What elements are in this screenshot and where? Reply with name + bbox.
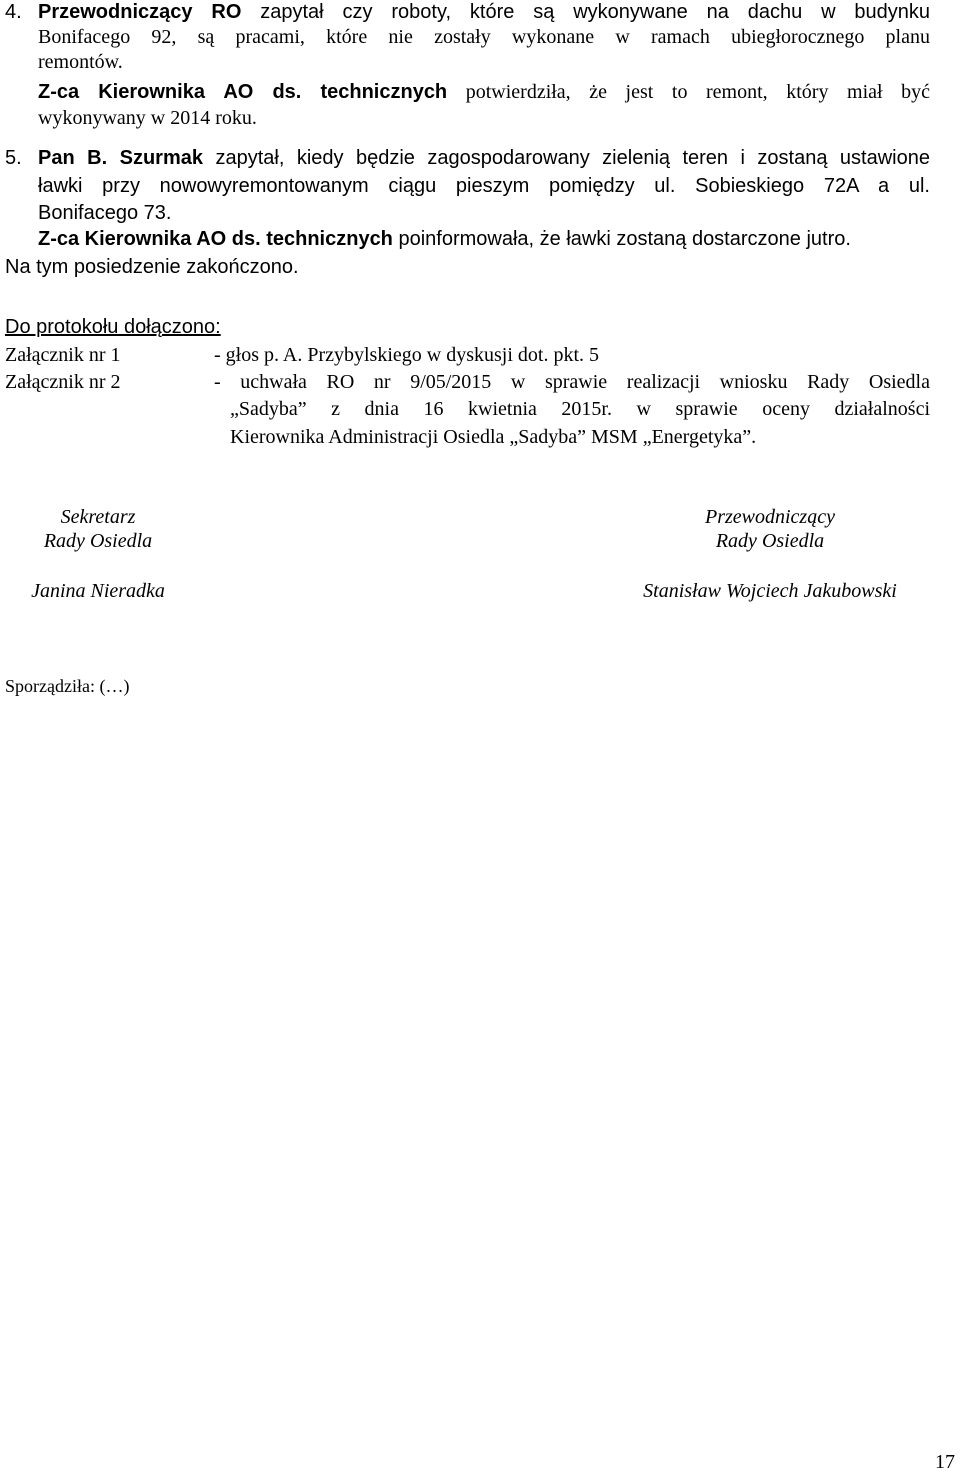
signature-right	[620, 505, 920, 603]
line-text: poinformowała, że ławki zostaną dostarczone jutro.	[392, 228, 851, 250]
signature-role: Sekretarz	[60, 506, 136, 528]
attachment-description: Kierownika Administracji Osiedla „Sadyba” MSM „Energetyka”.	[230, 426, 757, 448]
item-4-line-1	[38, 0, 930, 24]
item-4-line-5	[38, 106, 930, 130]
line-text: zapytał czy roboty, które są wykonywane na dachu w budynku	[241, 1, 930, 23]
line-text: ławki przy nowowyremontowanym ciągu pieszym pomiędzy ul. Sobieskiego 72A a ul.	[38, 175, 930, 197]
item-5-line-4	[38, 227, 930, 251]
prepared-by: Sporządziła: (…)	[5, 676, 130, 696]
item-4-line-3	[38, 50, 930, 74]
line-text: Bonifacego 92, są pracami, które nie zostały wykonane w ramach ubiegłorocznego planu	[38, 26, 930, 48]
signature-role: Przewodniczący	[705, 506, 835, 528]
page-number: 17	[935, 1451, 955, 1473]
line-text: zapytał, kiedy będzie zagospodarowany zielenią teren i zostaną ustawione	[202, 147, 930, 169]
line-text: remontów.	[38, 51, 123, 73]
closing-statement: Na tym posiedzenie zakończono.	[5, 256, 299, 278]
item-5-line-2	[38, 174, 930, 198]
item-number: 4.	[5, 1, 22, 23]
attachment-label: Załącznik nr 1	[5, 344, 121, 366]
attachments-heading: Do protokołu dołączono:	[5, 316, 221, 338]
item-4-line-4	[38, 80, 930, 104]
signature-body: Rady Osiedla	[43, 530, 153, 552]
speaker: Pan B. Szurmak	[38, 147, 203, 169]
line-text: potwierdziła, że jest to remont, który miał być	[447, 81, 930, 103]
signature-name: Stanisław Wojciech Jakubowski	[643, 580, 897, 602]
signature-body: Rady Osiedla	[715, 530, 825, 552]
signature-name: Janina Nieradka	[31, 580, 165, 602]
item-5-line-3	[38, 201, 930, 225]
attachment-description: „Sadyba” z dnia 16 kwietnia 2015r. w sprawie oceny działalności	[230, 398, 930, 420]
line-text: wykonywany w 2014 roku.	[38, 107, 257, 129]
speaker: Z-ca Kierownika AO ds. technicznych	[38, 81, 448, 103]
item-4-line-2	[38, 25, 930, 49]
item-number: 5.	[5, 147, 22, 169]
speaker: Z-ca Kierownika AO ds. technicznych	[38, 228, 393, 250]
attachment-label: Załącznik nr 2	[5, 371, 121, 393]
line-text: Bonifacego 73.	[38, 202, 172, 224]
signature-left	[0, 505, 196, 603]
attachment-description: - uchwała RO nr 9/05/2015 w sprawie realizacji wniosku Rady Osiedla	[214, 371, 930, 393]
item-5-line-1	[38, 146, 930, 170]
speaker: Przewodniczący RO	[38, 1, 242, 23]
attachment-description: - głos p. A. Przybylskiego w dyskusji dot. pkt. 5	[214, 344, 600, 366]
